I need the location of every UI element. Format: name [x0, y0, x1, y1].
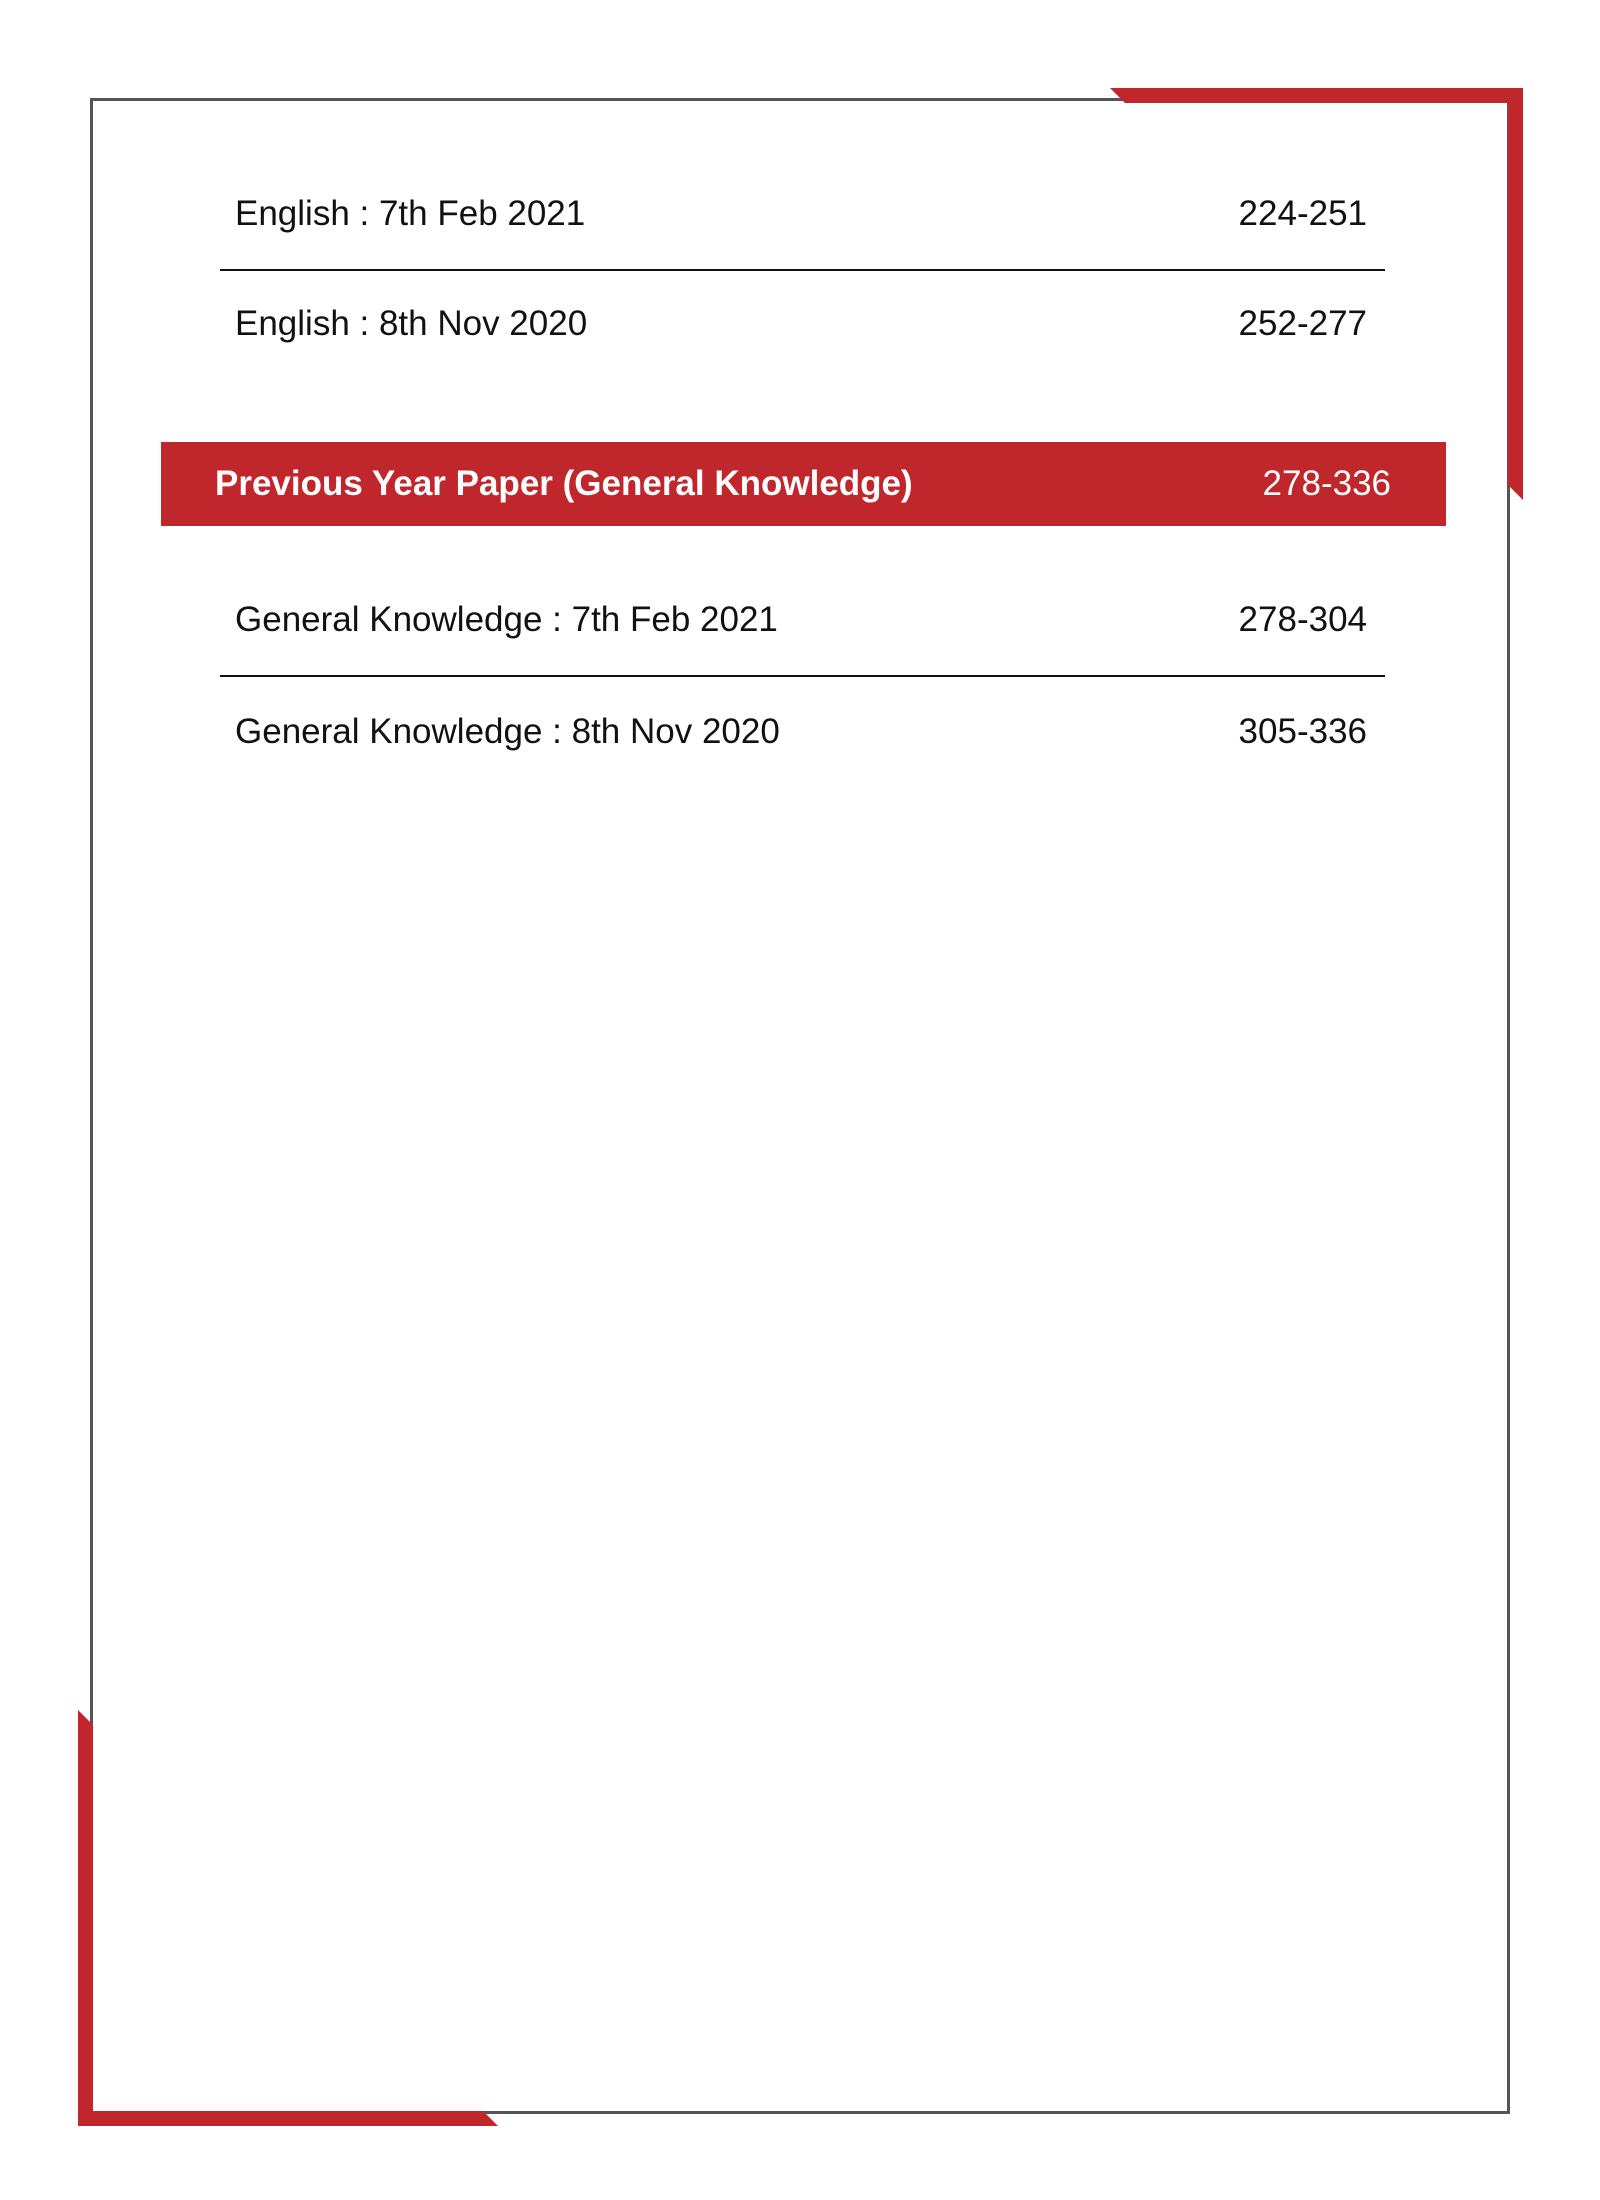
toc-entry-pages: 305-336	[1238, 712, 1367, 751]
toc-entry-gk-feb-2021[interactable]	[220, 590, 1385, 650]
toc-entry-title: General Knowledge : 8th Nov 2020	[235, 712, 780, 751]
toc-entry-pages: 278-304	[1238, 600, 1367, 639]
toc-divider	[220, 675, 1385, 677]
section-pages: 278-336	[1262, 464, 1391, 503]
toc-section-header-general-knowledge[interactable]	[161, 442, 1446, 526]
toc-entry-english-feb-2021[interactable]	[220, 184, 1385, 244]
toc-entry-english-nov-2020[interactable]	[220, 294, 1385, 354]
toc-entry-title: English : 8th Nov 2020	[235, 304, 588, 343]
toc-entry-gk-nov-2020[interactable]	[220, 702, 1385, 762]
toc-entry-pages: 224-251	[1238, 194, 1367, 233]
toc-entry-title: General Knowledge : 7th Feb 2021	[235, 600, 778, 639]
toc-entry-pages: 252-277	[1238, 304, 1367, 343]
corner-accent-bottom-left	[78, 1710, 498, 2126]
section-title: Previous Year Paper (General Knowledge)	[215, 464, 913, 503]
toc-divider	[220, 269, 1385, 271]
toc-entry-title: English : 7th Feb 2021	[235, 194, 586, 233]
